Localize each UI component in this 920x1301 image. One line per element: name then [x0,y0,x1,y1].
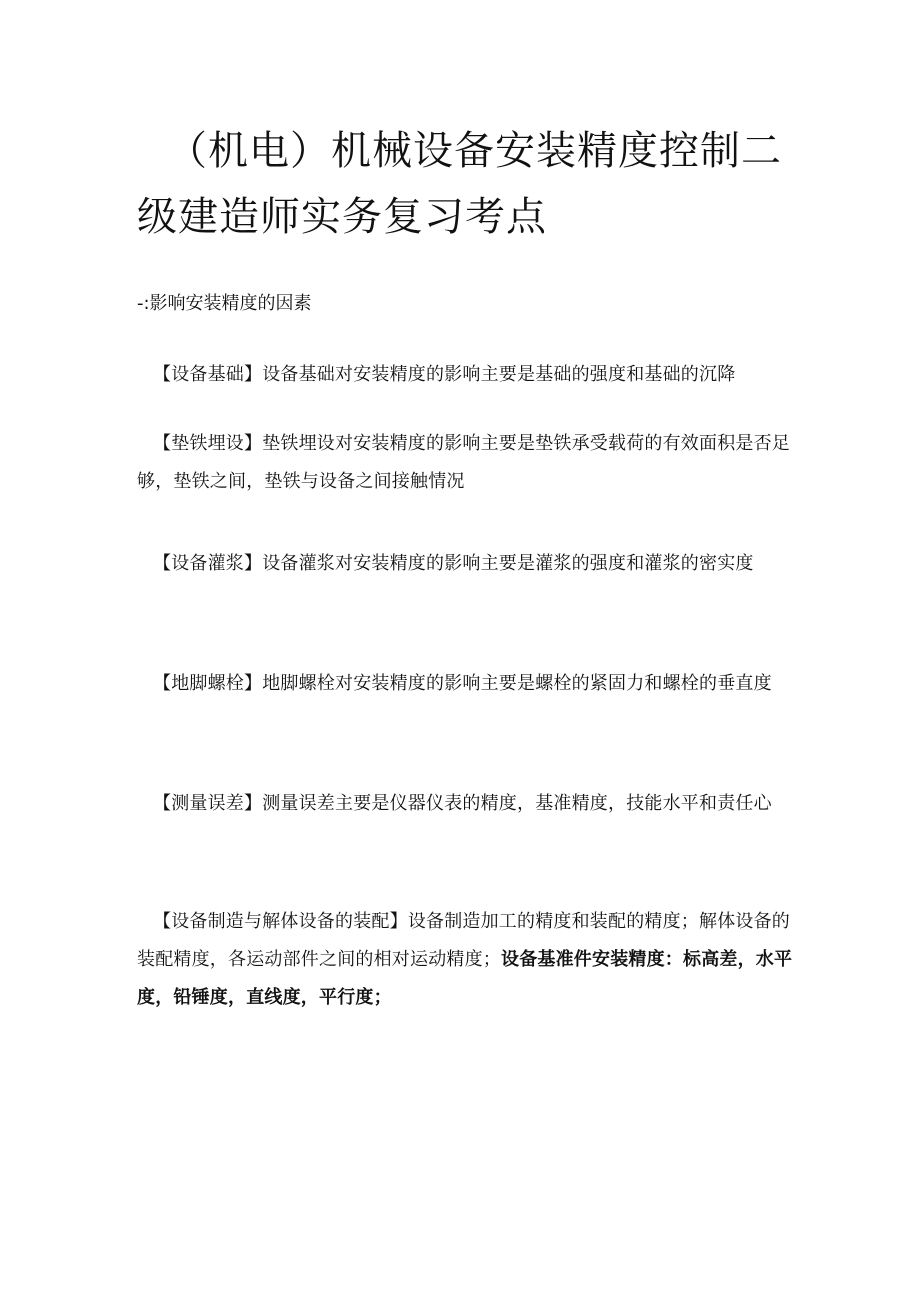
section-heading: -:影响安装精度的因素 [137,293,312,314]
paragraph-text: 设备灌浆对安装精度的影响主要是灌浆的强度和灌浆的密实度 [262,553,754,574]
paragraph-text: 垫铁埋设对安装精度的影响主要是垫铁承受载荷的有效面积是否足够，垫铁之间，垫铁与设备之间接触情况 [137,433,790,492]
paragraph-label: 【测量误差】 [153,793,263,814]
paragraph-measurement-error [137,785,797,823]
paragraph-bold-text: 设备基准件安装精度：标高差，水平度，铅锤度，直线度，平行度； [137,949,793,1008]
paragraph-label: 【设备基础】 [153,364,263,385]
paragraph-label: 【垫铁埋设】 [153,433,263,454]
paragraph-label: 【地脚螺栓】 [153,673,263,694]
document-title: （机电）机械设备安装精度控制二级建造师实务复习考点 [137,128,782,240]
paragraph-text: 测量误差主要是仪器仪表的精度，基准精度，技能水平和责任心 [262,793,772,814]
paragraph-label: 【设备灌浆】 [153,553,263,574]
paragraph-manufacturing-assembly [137,903,799,1017]
paragraph-equipment-foundation [137,356,797,394]
paragraph-shim-embedding [137,425,797,501]
paragraph-equipment-grouting [137,545,797,583]
paragraph-text: 设备制造加工的精度和装配的精度；解体设备的装配精度，各运动部件之间的相对运动精度； [137,911,791,970]
paragraph-text: 设备基础对安装精度的影响主要是基础的强度和基础的沉降 [262,364,736,385]
paragraph-label: 【设备制造与解体设备的装配】 [153,911,408,932]
paragraph-anchor-bolts [137,665,797,703]
paragraph-text: 地脚螺栓对安装精度的影响主要是螺栓的紧固力和螺栓的垂直度 [262,673,772,694]
